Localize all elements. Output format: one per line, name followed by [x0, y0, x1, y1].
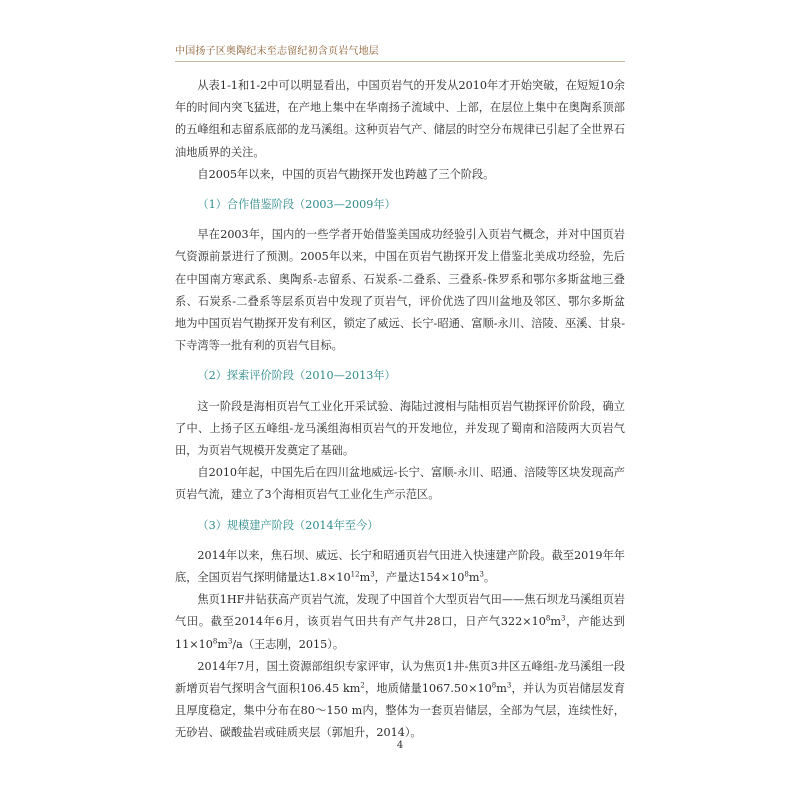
p6-text-e: 。: [483, 571, 496, 585]
section-heading-3: （3）规模建产阶段（2014年至今）: [197, 518, 379, 532]
p8-text-b: ，地质储量1067.50×10: [364, 682, 492, 696]
p7-sup-2: 3: [560, 614, 566, 623]
p6-text-c: ，产量达154×10: [374, 571, 465, 585]
p7-sup-4: 3: [227, 636, 233, 645]
p8-text-a: 2014年7月，国土资源部组织专家评审，认为焦页1井-焦页3井区五峰组-龙马溪组一段新增页岩气探明含气面积106.45 km: [175, 659, 625, 696]
p8-sup-2: 8: [491, 681, 497, 690]
page-number: 4: [396, 740, 404, 751]
running-header: 中国扬子区奥陶纪末至志留纪初含页岩气地层: [175, 46, 379, 57]
p6-text-a: 2014年以来，焦石坝、威远、长宁和昭通页岩气田进入快速建产阶段。截至2019年年底，全国页岩气探明储量达1.8×10: [175, 548, 625, 585]
paragraph-7: [175, 589, 625, 656]
p7-text-c: ，产能达到11×10: [175, 615, 625, 651]
paragraph-5: 自2010年起，中国先后在四川盆地威远-长宁、富顺-永川、昭通、涪陵等区块发现高产页岩气流，建立了3个海相页岩气工业化生产示范区。: [175, 466, 625, 502]
paragraph-1: 从表1-1和1-2中可以明显看出，中国页岩气的开发从2010年才开始突破，在短短10余年的时间内突飞猛进，在产地上集中在华南扬子流域中、上部，在层位上集中在奥陶系顶部的五峰组和志留系底部的龙马溪组。这种页岩气产、储层的时空分布规律已引起了全世界石油地质界的关注。: [175, 79, 625, 159]
page-body: [175, 75, 625, 745]
p6-sup-1: 12: [350, 570, 360, 579]
paragraph-6: [175, 545, 625, 589]
header-divider: [175, 61, 625, 62]
p8-sup-1: 2: [360, 681, 365, 690]
paragraph-8: [175, 656, 625, 745]
p8-sup-3: 3: [506, 681, 512, 690]
p7-text-b: m: [550, 615, 561, 629]
p7-text-d: m: [217, 637, 228, 651]
p6-text-b: m: [359, 571, 371, 585]
p7-text-e: /a（王志刚，2015）。: [232, 637, 345, 651]
p6-sup-2: 3: [370, 570, 375, 579]
p8-text-c: m: [496, 682, 507, 696]
section-heading-2: （2）探索评价阶段（2010—2013年）: [197, 369, 396, 383]
paragraph-3: 早在2003年，国内的一些学者开始借鉴美国成功经验引入页岩气概念，并对中国页岩气资源前景进行了预测。2005年以来，中国在页岩气勘探开发上借鉴北美成功经验，先后在中国南方寒武系、奥陶系-志留系、石炭系-二叠系、三叠系-侏罗系和鄂尔多斯盆地三叠系、石炭系-二叠系等层系页岩中发现了页岩气，评价优选了四川盆地及邻区、鄂尔多斯盆地为中国页岩气勘探开发有利区，锁定了威远、长宁-昭通、富顺-永川、涪陵、巫溪、甘泉-下寺湾等一批有利的页岩气目标。: [175, 228, 625, 353]
p8-text-d: ，并认为页岩储层发育且厚度稳定，集中分布在80～150 m内，整体为一套页岩储层，全部为气层，连续性好，无砂岩、碳酸盐岩或硅质夹层（郭旭升，2014）。: [175, 682, 626, 740]
p6-text-d: m: [468, 571, 480, 585]
paragraph-4: 这一阶段是海相页岩气工业化开采试验、海陆过渡相与陆相页岩气勘探评价阶段，确立了中、上扬子区五峰组-龙马溪组海相页岩气的开发地位，并发现了蜀南和涪陵两大页岩气田，为页岩气规模开发奠定了基础。: [175, 399, 625, 458]
p7-sup-1: 8: [545, 614, 551, 623]
section-heading-1: （1）合作借鉴阶段（2003—2009年）: [197, 198, 396, 212]
p7-text-a: 焦页1HF井钻获高产页岩气流，发现了中国首个大型页岩气田——焦石坝龙马溪组页岩气田。截至2014年6月，该页岩气田共有产气井28口，日产气322×10: [175, 593, 625, 629]
p6-sup-4: 3: [479, 570, 484, 579]
paragraph-2: 自2005年以来，中国的页岩气勘探开发也跨越了三个阶段。: [197, 167, 495, 181]
p6-sup-3: 8: [464, 570, 469, 579]
p7-sup-3: 8: [212, 636, 218, 645]
